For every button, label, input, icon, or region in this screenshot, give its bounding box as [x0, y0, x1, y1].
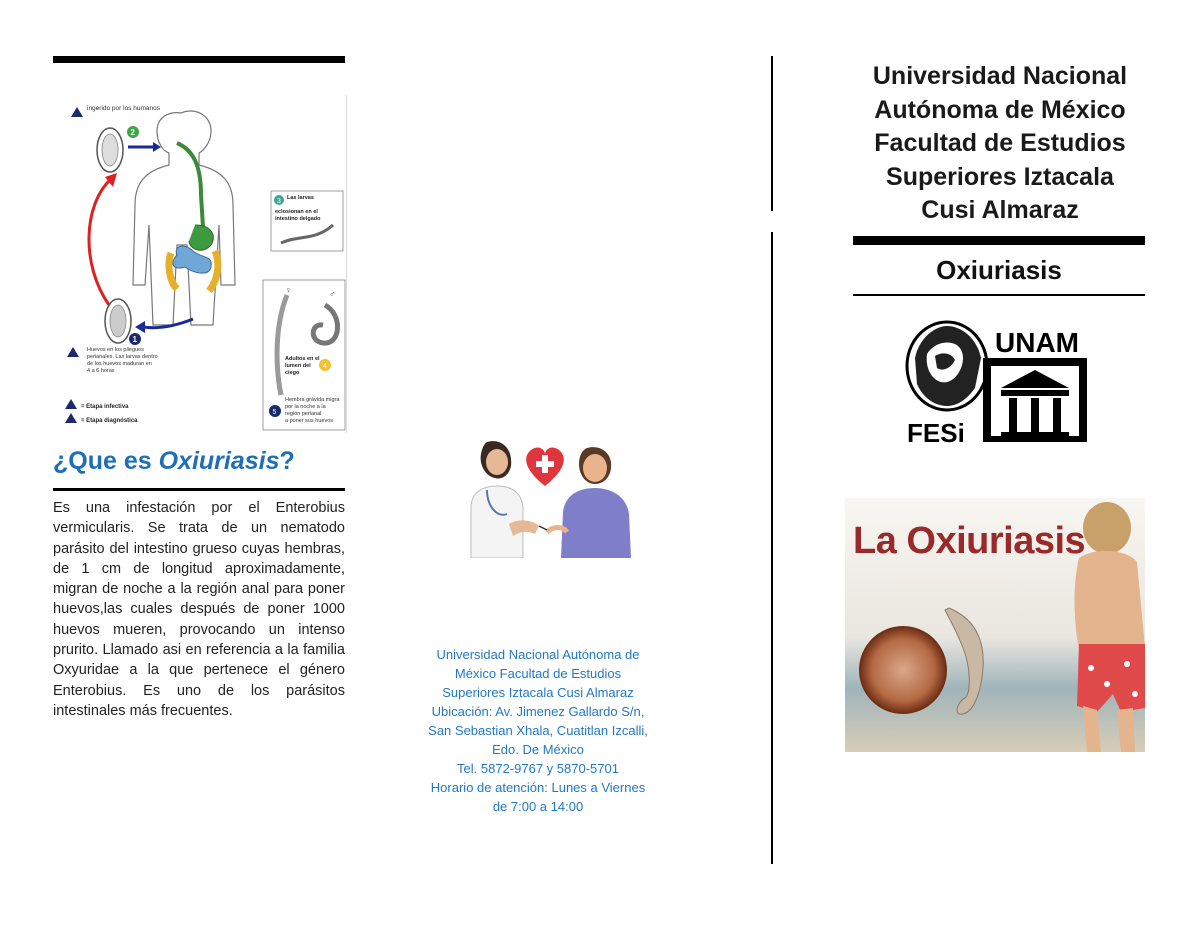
title-rule-thin — [853, 294, 1145, 296]
banner-title: La Oxiuriasis — [853, 520, 1086, 562]
step-2: 2 — [130, 128, 135, 137]
logo-unam-text: UNAM — [995, 327, 1079, 358]
contact-line: Ubicación: Av. Jimenez Gallardo S/n, — [431, 704, 645, 719]
contact-line: de 7:00 a 14:00 — [492, 799, 584, 814]
svg-text:intestino delgado: intestino delgado — [275, 216, 321, 222]
female-symbol: ♀ — [285, 285, 292, 295]
fold-line-bottom — [771, 232, 773, 864]
heading-suffix: ? — [279, 447, 295, 475]
legend-diagnostic: = Etapa diagnóstica — [81, 418, 138, 424]
svg-text:perianales. Las larvas dentro: perianales. Las larvas dentro — [87, 354, 158, 360]
university-line: Superiores Iztacala — [886, 162, 1114, 191]
step-4: 4 — [323, 363, 327, 370]
heading-rule — [53, 488, 345, 491]
diagram-label-egg-ingested: ingerido por los humanos — [87, 105, 160, 112]
svg-text:Huevos en los pliegues: Huevos en los pliegues — [87, 347, 144, 353]
svg-text:por la noche a la: por la noche a la — [285, 404, 326, 410]
oxiuriasis-banner — [845, 498, 1145, 752]
section-heading — [53, 447, 295, 476]
svg-text:ciego: ciego — [285, 370, 300, 376]
heading-italic: Oxiuriasis — [158, 447, 280, 475]
contact-line: San Sebastian Xhala, Cuatitlan Izcalli, — [428, 723, 648, 738]
top-rule — [53, 56, 345, 63]
svg-text:eclosionan en el: eclosionan en el — [275, 209, 318, 215]
logo-fesi-text: FESi — [907, 418, 965, 446]
contact-line: Horario de atención: Lunes a Viernes — [430, 780, 646, 795]
step-5: 5 — [272, 409, 277, 416]
university-name — [846, 60, 1154, 228]
svg-text:Las larvas: Las larvas — [287, 195, 314, 201]
svg-text:de los huevos maduran en: de los huevos maduran en — [87, 361, 152, 367]
male-symbol: ♂ — [329, 289, 336, 299]
life-cycle-diagram — [53, 95, 347, 433]
unam-fesi-logo — [905, 318, 1090, 446]
svg-text:lumen del: lumen del — [285, 363, 311, 369]
page-title: Oxiuriasis — [936, 255, 1062, 285]
doctor-patient-illustration — [457, 428, 635, 558]
svg-text:región perianal: región perianal — [285, 411, 322, 417]
title-rule-thick — [853, 236, 1145, 245]
contact-line: México Facultad de Estudios — [454, 666, 622, 681]
svg-text:4 a 6 horas: 4 a 6 horas — [87, 368, 115, 374]
contact-line: Edo. De México — [492, 742, 584, 757]
university-line: Universidad Nacional — [872, 62, 1128, 90]
step-1: 1 — [132, 335, 137, 344]
step-3: 3 — [277, 198, 281, 205]
legend-infective: = Etapa infectiva — [81, 404, 129, 410]
university-line: Cusi Almaraz — [921, 196, 1079, 224]
university-line: Facultad de Estudios — [874, 129, 1126, 157]
svg-text:Adultos en el: Adultos en el — [285, 356, 320, 362]
svg-text:a poner sus huevos: a poner sus huevos — [285, 418, 334, 424]
contact-info — [418, 645, 658, 816]
university-line: Autónoma de México — [874, 95, 1126, 124]
contact-line: Superiores Iztacala Cusi Almaraz — [442, 685, 634, 700]
definition-paragraph: Es una infestación por el Enterobius vermicularis. Se trata de un nematodo parásito del intestino grueso cuyas hembras, de 1 cm de longitud aproximadamente, migran de noche a la región anal para poner huevos,las cuales después de poner 1000 huevos mueren, provocando un intenso prurito. Llamado asi en referencia a la familia Oxyuridae a la que pertenece el género Enterobius. Es uno de los parásitos intestinales más frecuentes. — [53, 500, 345, 719]
fold-line-top — [771, 56, 773, 211]
contact-line: Universidad Nacional Autónoma de — [436, 647, 640, 662]
svg-text:Hembra grávida migra: Hembra grávida migra — [285, 397, 340, 403]
heading-prefix: ¿Que es — [53, 447, 159, 475]
contact-line: Tel. 5872-9767 y 5870-5701 — [457, 761, 619, 776]
